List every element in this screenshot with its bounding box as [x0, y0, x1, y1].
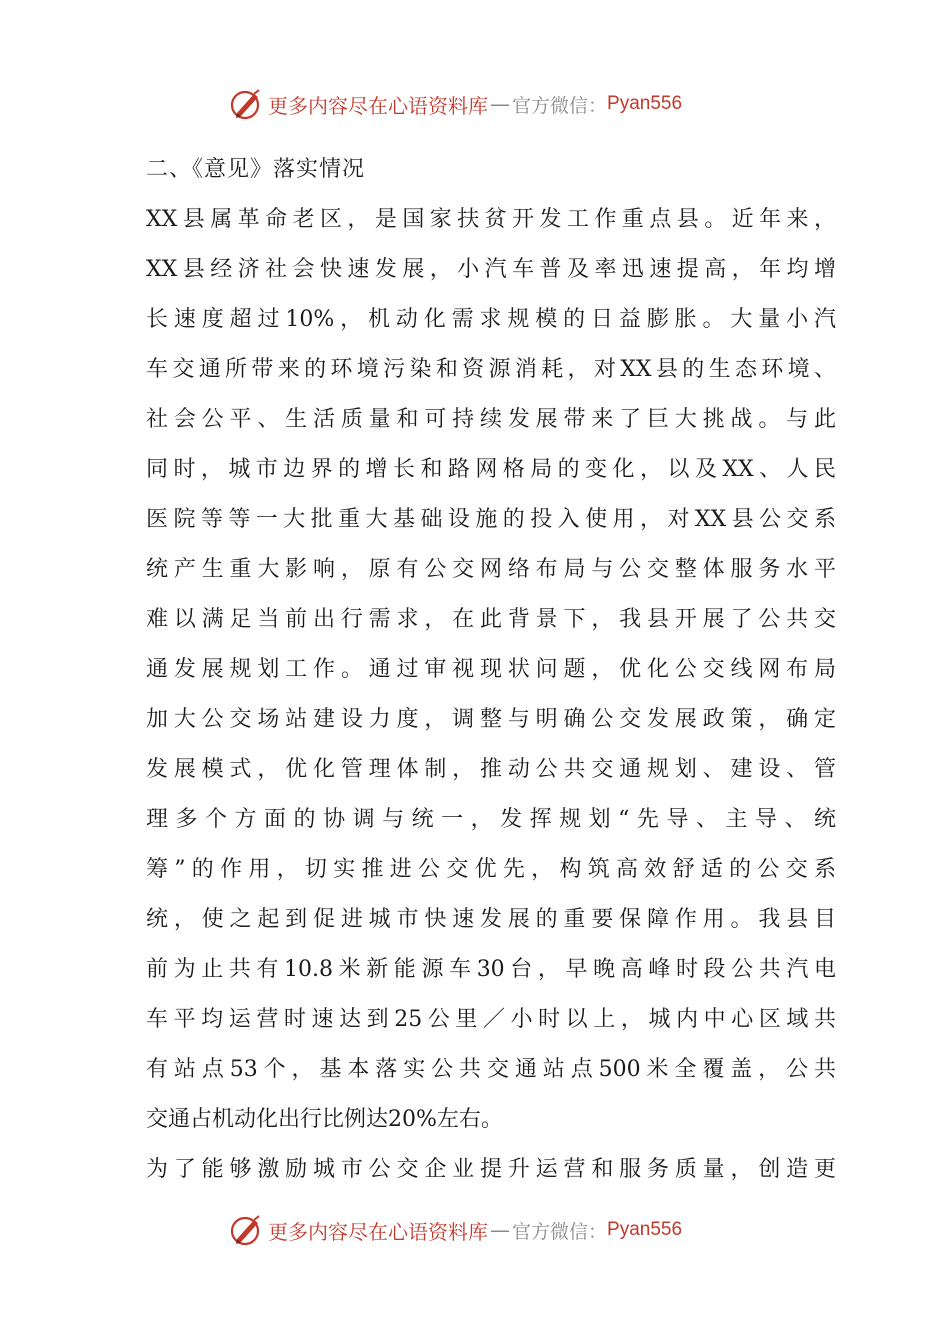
- text-line: 车交通所带来的环境污染和资源消耗，对XX县的生态环境、: [146, 357, 836, 382]
- text-line: 理多个方面的协调与统一，发挥规划“先导、主导、统: [146, 807, 836, 832]
- text-line: 为了能够激励城市公交企业提升运营和服务质量，创造更: [146, 1157, 836, 1182]
- text-line: 前为止共有10.8米新能源车30台，早晚高峰时段公共汽电: [146, 957, 836, 982]
- text-line: 社会公平、生活质量和可持续发展带来了巨大挑战。与此: [146, 407, 836, 432]
- watermark-wechat-id: Pyan556: [607, 1219, 683, 1240]
- text-line: 车平均运营时速达到25公里／小时以上，城内中心区域共: [146, 1007, 836, 1032]
- watermark-separator: —: [490, 92, 510, 116]
- pen-logo-icon: [228, 86, 264, 122]
- watermark-separator: —: [490, 1218, 510, 1242]
- text-line: XX县属革命老区，是国家扶贫开发工作重点县。近年来，: [146, 207, 836, 232]
- pen-logo-icon: [228, 1212, 264, 1248]
- watermark-wechat-id: Pyan556: [607, 93, 683, 114]
- text-line: 交通占机动化出行比例达20%左右。: [146, 1107, 503, 1132]
- text-line: 统，使之起到促进城市快速发展的重要保障作用。我县目: [146, 907, 836, 932]
- watermark-label: 官方微信：: [512, 94, 608, 117]
- text-line: 有站点53个，基本落实公共交通站点500米全覆盖，公共: [146, 1057, 836, 1082]
- text-line: XX县经济社会快速发展，小汽车普及率迅速提高，年均增: [146, 257, 836, 282]
- text-line: 长速度超过10%，机动化需求规模的日益膨胀。大量小汽: [146, 307, 836, 332]
- section-heading: 二、《意见》落实情况: [146, 157, 366, 182]
- watermark-brand: 更多内容尽在心语资料库: [268, 1219, 488, 1244]
- text-line: 难以满足当前出行需求，在此背景下，我县开展了公共交: [146, 607, 836, 632]
- text-line: 通发展规划工作。通过审视现状问题，优化公交线网布局: [146, 657, 836, 682]
- text-line: 医院等等一大批重大基础设施的投入使用，对XX县公交系: [146, 507, 836, 532]
- watermark-footer: [228, 1210, 682, 1250]
- watermark-brand: 更多内容尽在心语资料库: [268, 93, 488, 118]
- text-line: 统产生重大影响，原有公交网络布局与公交整体服务水平: [146, 557, 836, 582]
- text-line: 加大公交场站建设力度，调整与明确公交发展政策，确定: [146, 707, 836, 732]
- text-line: 筹”的作用，切实推进公交优先，构筑高效舒适的公交系: [146, 857, 836, 882]
- watermark-label: 官方微信：: [512, 1220, 608, 1243]
- text-line: 同时，城市边界的增长和路网格局的变化，以及XX、人民: [146, 457, 836, 482]
- watermark-header: [228, 84, 682, 124]
- text-line: 发展模式，优化管理体制，推动公共交通规划、建设、管: [146, 757, 836, 782]
